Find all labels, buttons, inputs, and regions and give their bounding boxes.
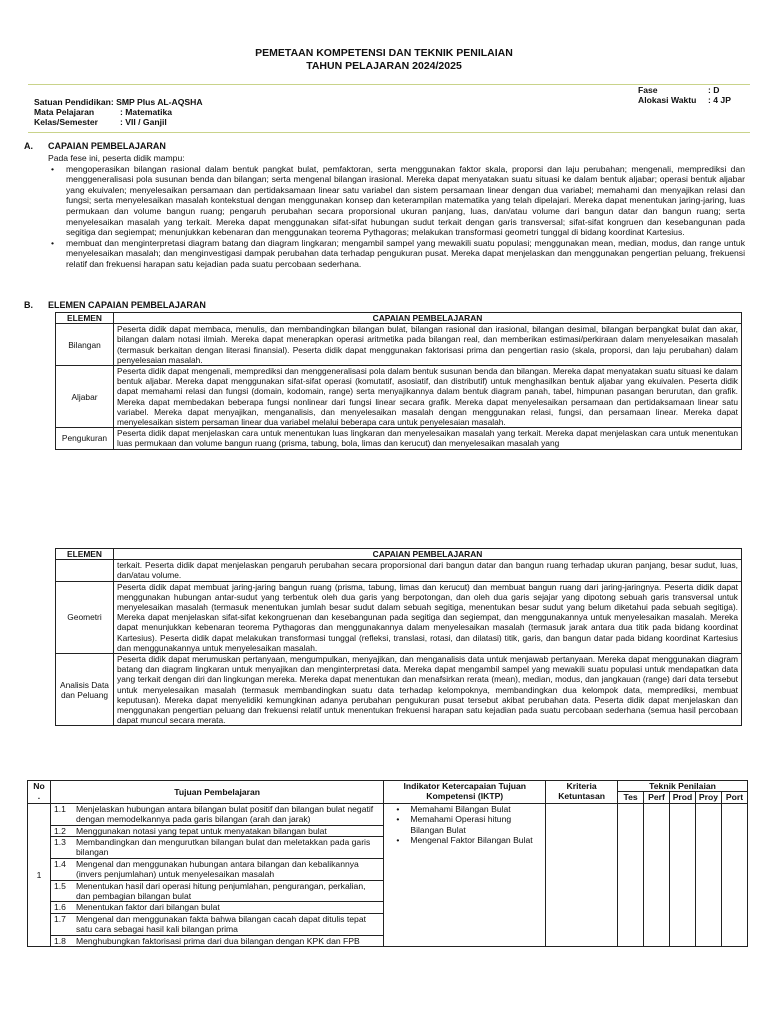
bullet-icon bbox=[396, 835, 399, 845]
elemen-table-2 bbox=[55, 548, 742, 726]
tujuan-item: 1.3 Membandingkan dan mengurutkan bilangan bulat dan meletakkan pada garis bilangan bbox=[51, 837, 383, 859]
col-proy: Proy bbox=[695, 792, 721, 803]
perf-cell bbox=[644, 803, 670, 946]
tujuan-item: 1.8 Menghubungkan faktorisasi prima dari dua bilangan dengan KPK dan FPB bbox=[53, 935, 360, 946]
proy-cell bbox=[695, 803, 721, 946]
table-row: Geometri Peserta didik dapat membuat jaring-jaring bangun ruang (prisma, tabung, limas dan kerucut) dan membuat bangun ruang dari jaring-jaringnya. Peserta didik dapat menggunakan hubungan antar-sudut yang terbentuk oleh dua garis yang berpotongan, dan oleh dua garis sejajar yang dipotong sebuah garis transversal untuk menyelesaikan masalah (termasuk menentukan jumlah besar sudut dalam sebuah segitiga, menentukan besar sudut yang belum diketahui pada sebuah segitiga). Mereka dapat menjelaskan sifat-sifat kekongruenan dan kesebangunan pada segitiga dan segiempat, dan menggunakannya untuk menyelesaikan masalah. Mereka dapat menunjukkan kebenaran teorema Pythagoras dan menggunakannya dalam menyelesaikan masalah (termasuk jarak antara dua titik pada bidang koordinat Kartesius). Peserta didik dapat melakukan transformasi tunggal (refleksi, translasi, rotasi, dan dilatasi) titik, garis, dan bangun datar pada bidang koordinat Kartesius dan menggunakannya untuk menyelesaikan masalah. bbox=[56, 581, 742, 653]
tujuan-item: 1.6 Menentukan faktor dari bilangan bulat bbox=[51, 902, 383, 913]
col-capaian: CAPAIAN PEMBELAJARAN bbox=[114, 313, 742, 324]
port-cell bbox=[721, 803, 747, 946]
table-row: Pengukuran Peserta didik dapat menjelaskan cara untuk menentukan luas lingkaran dan menyelesaikan masalah yang terkait. Mereka dapat menjelaskan cara untuk menentukan luas permukaan dan volume bangun ruang (prisma, tabung, bola, limas dan kerucut) dan menyelesaikan masalah yang bbox=[56, 428, 742, 449]
col-port: Port bbox=[721, 792, 747, 803]
table-row: Analisis Data dan Peluang Peserta didik dapat merumuskan pertanyaan, mengumpulkan, menyajikan, dan menganalisis data untuk menjawab pertanyaan. Mereka dapat menggunakan diagram batang dan diagram lingkaran untuk menyajikan dan menginterpretasi data. Mereka dapat mengambil sampel yang mewakili suatu populasi untuk mendapatkan data yang terkait dengan diri dan lingkungan mereka. Mereka dapat menentukan dan menafsirkan rerata (mean), median, modus, dan jangkauan (range) dari data tersebut untuk menyelesaikan masalah (termasuk membandingkan suatu data terhadap kelompoknya, membandingkan dua kelompok data, memprediksi, membuat keputusan). Mereka dapat menyelidiki kemungkinan adanya perubahan pengukuran pusat tersebut akibat perubahan data. Peserta didik dapat menjelaskan dan menggunakan pengertian peluang dan frekuensi relatif untuk menentukan frekuensi harapan satu kejadian pada suatu percobaan sederhana (semua hasil percobaan dapat muncul secara merata. bbox=[56, 654, 742, 726]
section-a-bullet: • mengoperasikan bilangan rasional dalam bentuk pangkat bulat, pemfaktoran, serta menggunakan faktor skala, proporsi dan laju perubahan; mengenali, memprediksi dan menggeneralisasi pola susunan benda dan bilangan; serta mengenal bilangan irasional. Mereka dapat menyatakan suatu situasi ke dalam bentuk aljabar; operasi bentuk aljabar yang ekuivalen; menyelesaikan persamaan dan pertidaksamaan linear satu variabel dan sistem persamaan linear dengan dua variabel; memahami dan menyajikan relasi dan fungsi; serta menyelesaikan masalah kontekstual dengan menggunakan konsep dan keterampilan matematika yang telah dipelajari. Mereka dapat menentukan jaring-jaring, luas permukaan dan volume bangun ruang; pengaruh perubahan secara proporsional ukuran panjang, luas, dan/atau volume dari bangun datar dan bangun ruang; serta menyelesaikan masalah yang terkait. Mereka dapat menggunakan sifat-sifat hubungan sudut terkait dengan garis transversal; sifat-sifat kongruen dan kesebangunan pada segitiga dan segiempat; menunjukkan kebenaran dan menggunakan teorema Pythagoras; melakukan transformasi geometri tunggal di bidang koordinat Kartesius. bbox=[48, 164, 745, 238]
kelas-label: Kelas/Semester bbox=[34, 117, 99, 128]
satuan-label: Satuan Pendidikan bbox=[34, 97, 111, 107]
bullet-icon bbox=[51, 164, 54, 175]
bullet-icon bbox=[51, 238, 54, 249]
mapel-label: Mata Pelajaran bbox=[34, 107, 95, 118]
col-iktp: Indikator Ketercapaian Tujuan Kompetensi (IKTP) bbox=[384, 781, 546, 804]
section-b-heading: B. ELEMEN CAPAIAN PEMBELAJARAN bbox=[24, 300, 206, 310]
col-perf: Perf bbox=[644, 792, 670, 803]
tujuan-list bbox=[50, 803, 383, 946]
tujuan-item: 1.4 Mengenal dan menggunakan hubungan antara bilangan dan kebalikannya (invers penjumlahan) untuk menyelesaikan masalah bbox=[51, 859, 383, 881]
table-row: terkait. Peserta didik dapat menjelaskan pengaruh perubahan secara proporsional dari bangun datar dan bangun ruang terhadap ukuran panjang, besar sudut, luas, dan/atau volume. bbox=[56, 560, 742, 581]
iktp-list bbox=[384, 803, 546, 946]
table-row: Bilangan Peserta didik dapat membaca, menulis, dan membandingkan bilangan bulat, bilangan rasional dan irasional, bilangan desimal, bilangan berpangkat bulat dan akar, bilangan dalam notasi ilmiah. Mereka dapat menerapkan operasi aritmetika pada bilangan real, dan memberikan estimasi/perkiraan dalam menyelesaikan masalah (termasuk berkaitan dengan literasi finansial). Peserta didik dapat menggunakan faktorisasi prima dan pengertian rasio (skala, proporsi, dan laju perubahan) dalam penyelesaian masalah. bbox=[56, 324, 742, 366]
mapel-value: : Matematika bbox=[120, 107, 173, 118]
table-row bbox=[28, 803, 748, 946]
col-prod: Prod bbox=[670, 792, 696, 803]
iktp-item: • Memahami Bilangan Bulat bbox=[398, 804, 542, 814]
elemen-table-1 bbox=[55, 312, 742, 450]
tujuan-table bbox=[27, 780, 748, 947]
meta-divider bbox=[28, 132, 750, 133]
document-subtitle: TAHUN PELAJARAN 2024/2025 bbox=[306, 60, 462, 72]
tujuan-item: 1.5 Menentukan hasil dari operasi hitung penjumlahan, pengurangan, perkalian, dan pembagian bilangan bulat bbox=[51, 881, 383, 903]
kelas-value: : VII / Ganjil bbox=[120, 117, 167, 128]
prod-cell bbox=[670, 803, 696, 946]
row-number: 1 bbox=[28, 803, 51, 946]
tujuan-item: 1.7 Mengenal dan menggunakan fakta bahwa bilangan cacah dapat ditulis tepat satu cara sebagai hasil kali bilangan prima bbox=[51, 914, 383, 936]
meta-left bbox=[34, 97, 203, 128]
col-capaian: CAPAIAN PEMBELAJARAN bbox=[114, 549, 742, 560]
tujuan-item: 1.1 Menjelaskan hubungan antara bilangan bulat positif dan bilangan bulat negatif dengan memodelkannya pada garis bilangan (arah dan jarak) bbox=[51, 804, 383, 826]
col-kriteria: Kriteria Ketuntasan bbox=[546, 781, 618, 804]
satuan-value: : SMP Plus AL-AQSHA bbox=[110, 97, 203, 107]
document-title: PEMETAAN KOMPETENSI DAN TEKNIK PENILAIAN bbox=[255, 47, 513, 59]
bullet-icon bbox=[396, 814, 399, 824]
col-tujuan: Tujuan Pembelajaran bbox=[50, 781, 383, 804]
col-elemen: ELEMEN bbox=[56, 549, 114, 560]
iktp-item: • Mengenal Faktor Bilangan Bulat bbox=[398, 835, 542, 845]
col-tes: Tes bbox=[618, 792, 644, 803]
section-a-bullet: • membuat dan menginterpretasi diagram batang dan diagram lingkaran; mengambil sampel yang mewakili suatu populasi; menggunakan mean, median, modus, dan range untuk menyelesaikan masalah; dan menginvestigasi dampak perubahan data terhadap pengukuran pusat. Mereka dapat menjelaskan dan menggunakan pengertian peluang, frekuensi relatif dan frekuensi harapan satu kejadian pada suatu percobaan sederhana. bbox=[48, 238, 745, 270]
meta-right: Fase : D Alokasi Waktu : 4 JP bbox=[638, 85, 731, 106]
col-no: No . bbox=[28, 781, 51, 804]
iktp-item: • Memahami Operasi hitung Bilangan Bulat bbox=[398, 814, 542, 835]
section-a-body bbox=[48, 153, 745, 270]
section-a-intro: Pada fese ini, peserta didik mampu: bbox=[48, 153, 185, 163]
tes-cell bbox=[618, 803, 644, 946]
bullet-icon bbox=[396, 804, 399, 814]
col-teknik: Teknik Penilaian bbox=[618, 781, 748, 792]
col-elemen: ELEMEN bbox=[56, 313, 114, 324]
table-row: Aljabar Peserta didik dapat mengenali, memprediksi dan menggeneralisasi pola dalam bentuk susunan benda dan bilangan. Mereka dapat menyatakan suatu situasi ke dalam bentuk aljabar. Mereka dapat menggunakan sifat-sifat operasi (komutatif, asosiatif, dan distributif) untuk menghasilkan bentuk aljabar yang ekuivalen. Peserta didik dapat memahami relasi dan fungsi (domain, kodomain, range) serta menyajikannya dalam bentuk diagram panah, tabel, himpunan pasangan berurutan, dan grafik. Mereka dapat membedakan beberapa fungsi nonlinear dari fungsi linear secara grafik. Mereka dapat menyelesaikan persamaan dan pertidaksamaan linear satu variabel. Mereka dapat menyajikan, menganalisis, dan menyelesaikan masalah dengan menggunakan relasi, fungsi, dan persamaan linear. Mereka dapat menyelesaikan sistem persaman linear dua variabel melalui beberapa cara untuk penyelesaian masalah. bbox=[56, 366, 742, 428]
section-a-heading: A. CAPAIAN PEMBELAJARAN bbox=[24, 141, 166, 151]
tujuan-item: 1.2 Menggunakan notasi yang tepat untuk menyatakan bilangan bulat bbox=[51, 826, 383, 837]
kriteria-cell bbox=[546, 803, 618, 946]
